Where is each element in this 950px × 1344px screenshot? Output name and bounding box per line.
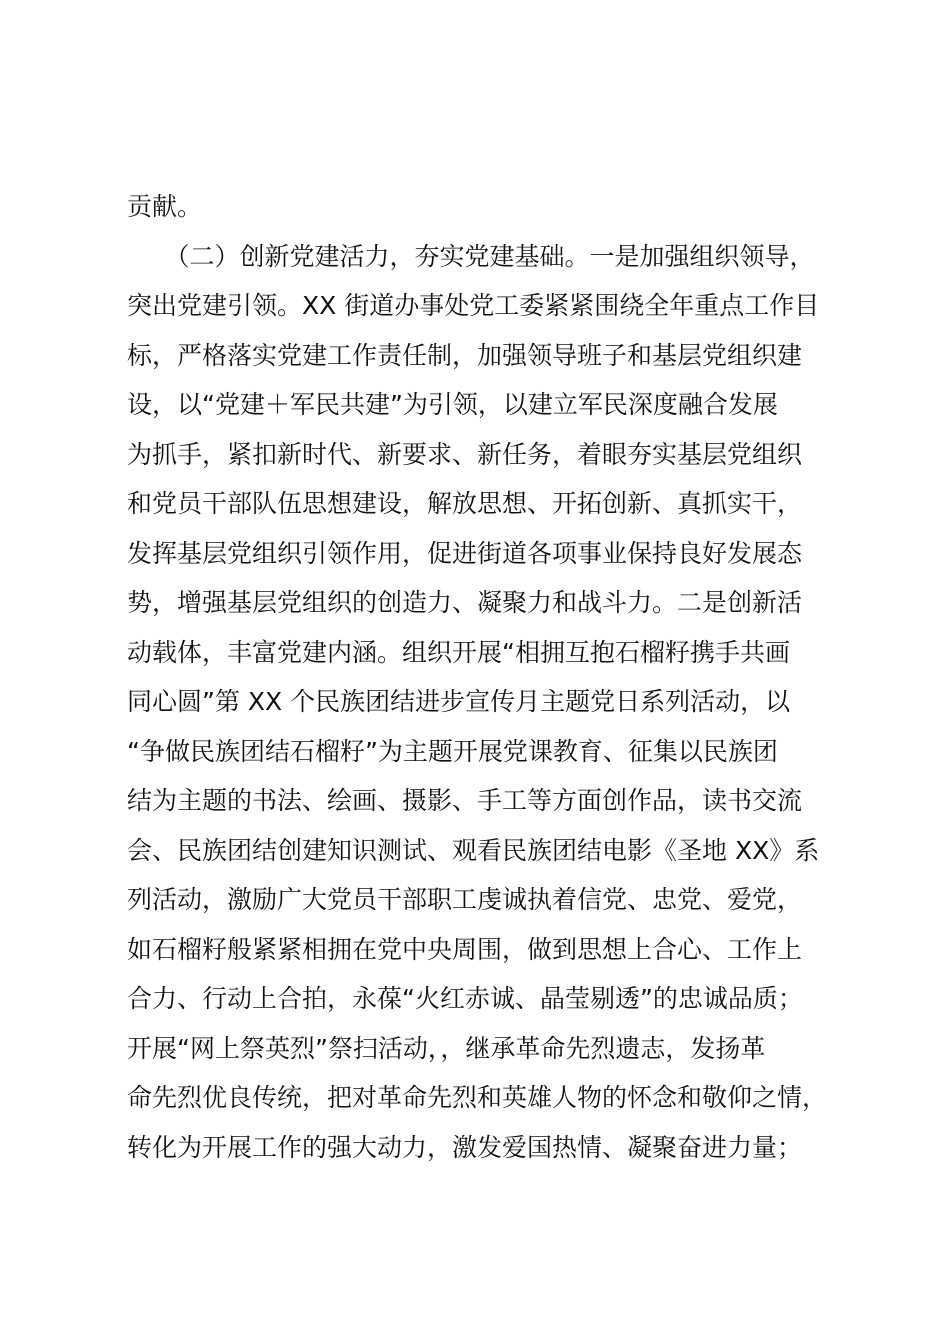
text-line-20: 转化为开展工作的强大动力，激发爱国热情、凝聚奋进力量； xyxy=(127,1132,803,1162)
text-line-13: 结为主题的书法、绘画、摄影、手工等方面创作品，读书交流 xyxy=(127,786,803,815)
text-line-14: 会、民族团结创建知识测试、观看民族团结电影《圣地 XX》系 xyxy=(127,835,820,865)
body-text xyxy=(127,182,867,1172)
text-line-18: 开展“网上祭英烈”祭扫活动，，继承革命先烈遗志，发扬革 xyxy=(127,1033,766,1063)
text-line-3: 突出党建引领。XX 街道办事处党工委紧紧围绕全年重点工作目 xyxy=(127,291,820,320)
text-line-17: 合力、行动上合拍，永葆“火红赤诚、晶莹剔透”的忠诚品质； xyxy=(127,984,803,1013)
text-line-8: 发挥基层党组织引领作用，促进街道各项事业保持良好发展态 xyxy=(127,538,803,568)
text-line-15: 列活动，激励广大党员干部职工虔诚执着信党、忠党、爱党， xyxy=(127,885,803,914)
text-line-19: 命先烈优良传统，把对革命先烈和英雄人物的怀念和敬仰之情， xyxy=(127,1083,828,1112)
text-line-9: 势，增强基层党组织的创造力、凝聚力和战斗力。二是创新活 xyxy=(127,588,803,617)
text-line-4: 标，严格落实党建工作责任制，加强领导班子和基层党组织建 xyxy=(127,340,803,370)
text-line-11: 同心圆”第 XX 个民族团结进步宣传月主题党日系列活动，以 xyxy=(127,687,791,716)
text-line-2: （二）创新党建活力，夯实党建基础。一是加强组织领导， xyxy=(127,241,815,271)
text-line-5: 设，以“党建＋军民共建”为引领，以建立军民深度融合发展 xyxy=(127,390,778,419)
text-line-16: 如石榴籽般紧紧相拥在党中央周围，做到思想上合心、工作上 xyxy=(127,934,803,964)
text-line-1: 贡献。 xyxy=(127,192,203,221)
text-line-10: 动载体，丰富党建内涵。组织开展“相拥互抱石榴籽携手共画 xyxy=(127,637,790,667)
text-line-12: “争做民族团结石榴籽”为主题开展党课教育、征集以民族团 xyxy=(127,736,778,766)
text-line-6: 为抓手，紧扣新时代、新要求、新任务，着眼夯实基层党组织 xyxy=(127,439,803,469)
text-line-7: 和党员干部队伍思想建设，解放思想、开拓创新、真抓实干， xyxy=(127,489,803,518)
